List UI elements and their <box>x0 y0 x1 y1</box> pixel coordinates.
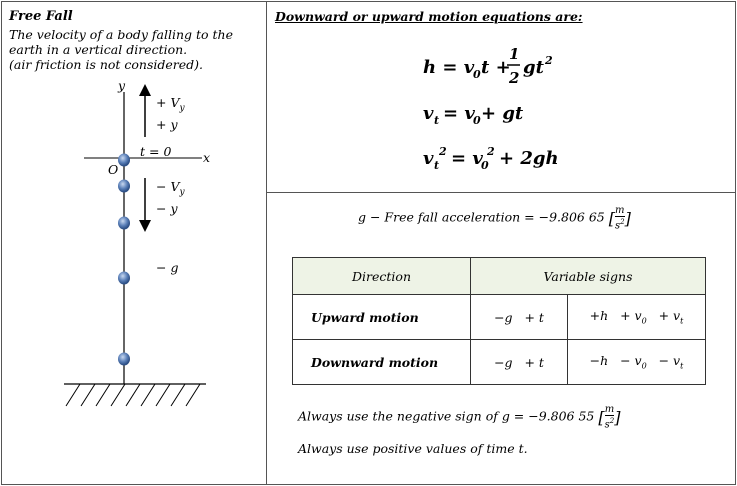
row-label-upward: Upward motion <box>293 295 471 340</box>
ball-position-3 <box>118 217 130 230</box>
free-fall-title: Free Fall <box>9 9 73 24</box>
time-zero-label: t = 0 <box>140 144 172 159</box>
free-fall-acceleration-line: g − Free fall acceleration = −9.806 65 [ $\frac{m}{s^2}$ ] <box>358 205 631 232</box>
ball-position-5 <box>118 353 130 366</box>
ball-position-2 <box>118 180 130 193</box>
equation-velocity-svg <box>423 100 543 130</box>
svg-text:t +: t + <box>481 57 511 78</box>
svg-text:0: 0 <box>473 114 481 127</box>
ground-hatching <box>66 384 200 406</box>
equations-heading: Downward or upward motion equations are: <box>275 9 583 24</box>
description-line-3: (air friction is not considered). <box>9 57 204 72</box>
downward-signs-a: −g + t <box>471 340 568 385</box>
origin-label: O <box>108 162 119 177</box>
svg-text:v: v <box>423 148 434 169</box>
svg-text:+ 2gh: + 2gh <box>499 148 559 169</box>
equation-height-svg <box>423 42 563 90</box>
svg-text:gt: gt <box>523 57 544 78</box>
free-fall-acceleration-label: g − Free fall acceleration <box>358 209 521 225</box>
down-velocity-label: − $V_y$ <box>156 179 185 198</box>
description-line-1: The velocity of a body falling to the <box>9 27 234 42</box>
svg-text:v: v <box>423 103 434 124</box>
svg-text:t: t <box>434 114 440 127</box>
note-negative-sign: Always use the negative sign of g = −9.806 55 [ $\frac{m}{s^2}$ ] <box>298 404 621 431</box>
up-velocity-label: + $V_y$ <box>156 95 185 114</box>
downward-signs-b: $-h - v_0 - v_t$ <box>568 340 706 385</box>
svg-text:0: 0 <box>481 159 489 172</box>
svg-text:= v: = v <box>443 103 475 124</box>
header-variable-signs: Variable signs <box>471 258 706 295</box>
svg-text:h = v: h = v <box>423 57 475 78</box>
equation-velocity-squared-svg <box>423 143 573 175</box>
equation-velocity-squared <box>423 143 573 180</box>
down-position-label: − y <box>156 201 178 216</box>
svg-text:t: t <box>434 159 440 172</box>
up-position-label: + y <box>156 117 178 132</box>
svg-text:2: 2 <box>509 69 520 87</box>
upward-signs-b: $+h + v_0 + v_t$ <box>568 295 706 340</box>
svg-text:1: 1 <box>509 45 520 63</box>
svg-text:2: 2 <box>439 145 447 158</box>
gravity-label: − g <box>156 260 179 275</box>
equation-velocity <box>423 100 543 135</box>
svg-text:= v: = v <box>451 148 483 169</box>
sign-table-header <box>293 258 706 295</box>
svg-text:2: 2 <box>545 54 553 67</box>
description-line-2: earth in a vertical direction. <box>9 42 188 57</box>
table-row <box>293 295 706 340</box>
ball-position-1 <box>118 154 130 167</box>
sign-table <box>292 257 706 385</box>
y-axis-label: y <box>118 78 126 93</box>
acceleration-unit: $\frac{m}{s^2}$ <box>614 205 625 232</box>
svg-text:+ gt: + gt <box>481 103 524 124</box>
note-unit: $\frac{m}{s^2}$ <box>604 404 615 431</box>
upward-signs-a: −g + t <box>471 295 568 340</box>
x-axis-label: x <box>203 150 211 165</box>
ball-position-4 <box>118 272 130 285</box>
free-fall-acceleration-value: = −9.806 65 <box>524 209 605 225</box>
note-positive-time: Always use positive values of time t. <box>298 441 528 456</box>
table-row <box>293 340 706 385</box>
header-direction: Direction <box>293 258 471 295</box>
equation-height <box>423 42 563 95</box>
svg-text:0: 0 <box>473 68 481 81</box>
row-label-downward: Downward motion <box>293 340 471 385</box>
svg-text:2: 2 <box>487 145 495 158</box>
